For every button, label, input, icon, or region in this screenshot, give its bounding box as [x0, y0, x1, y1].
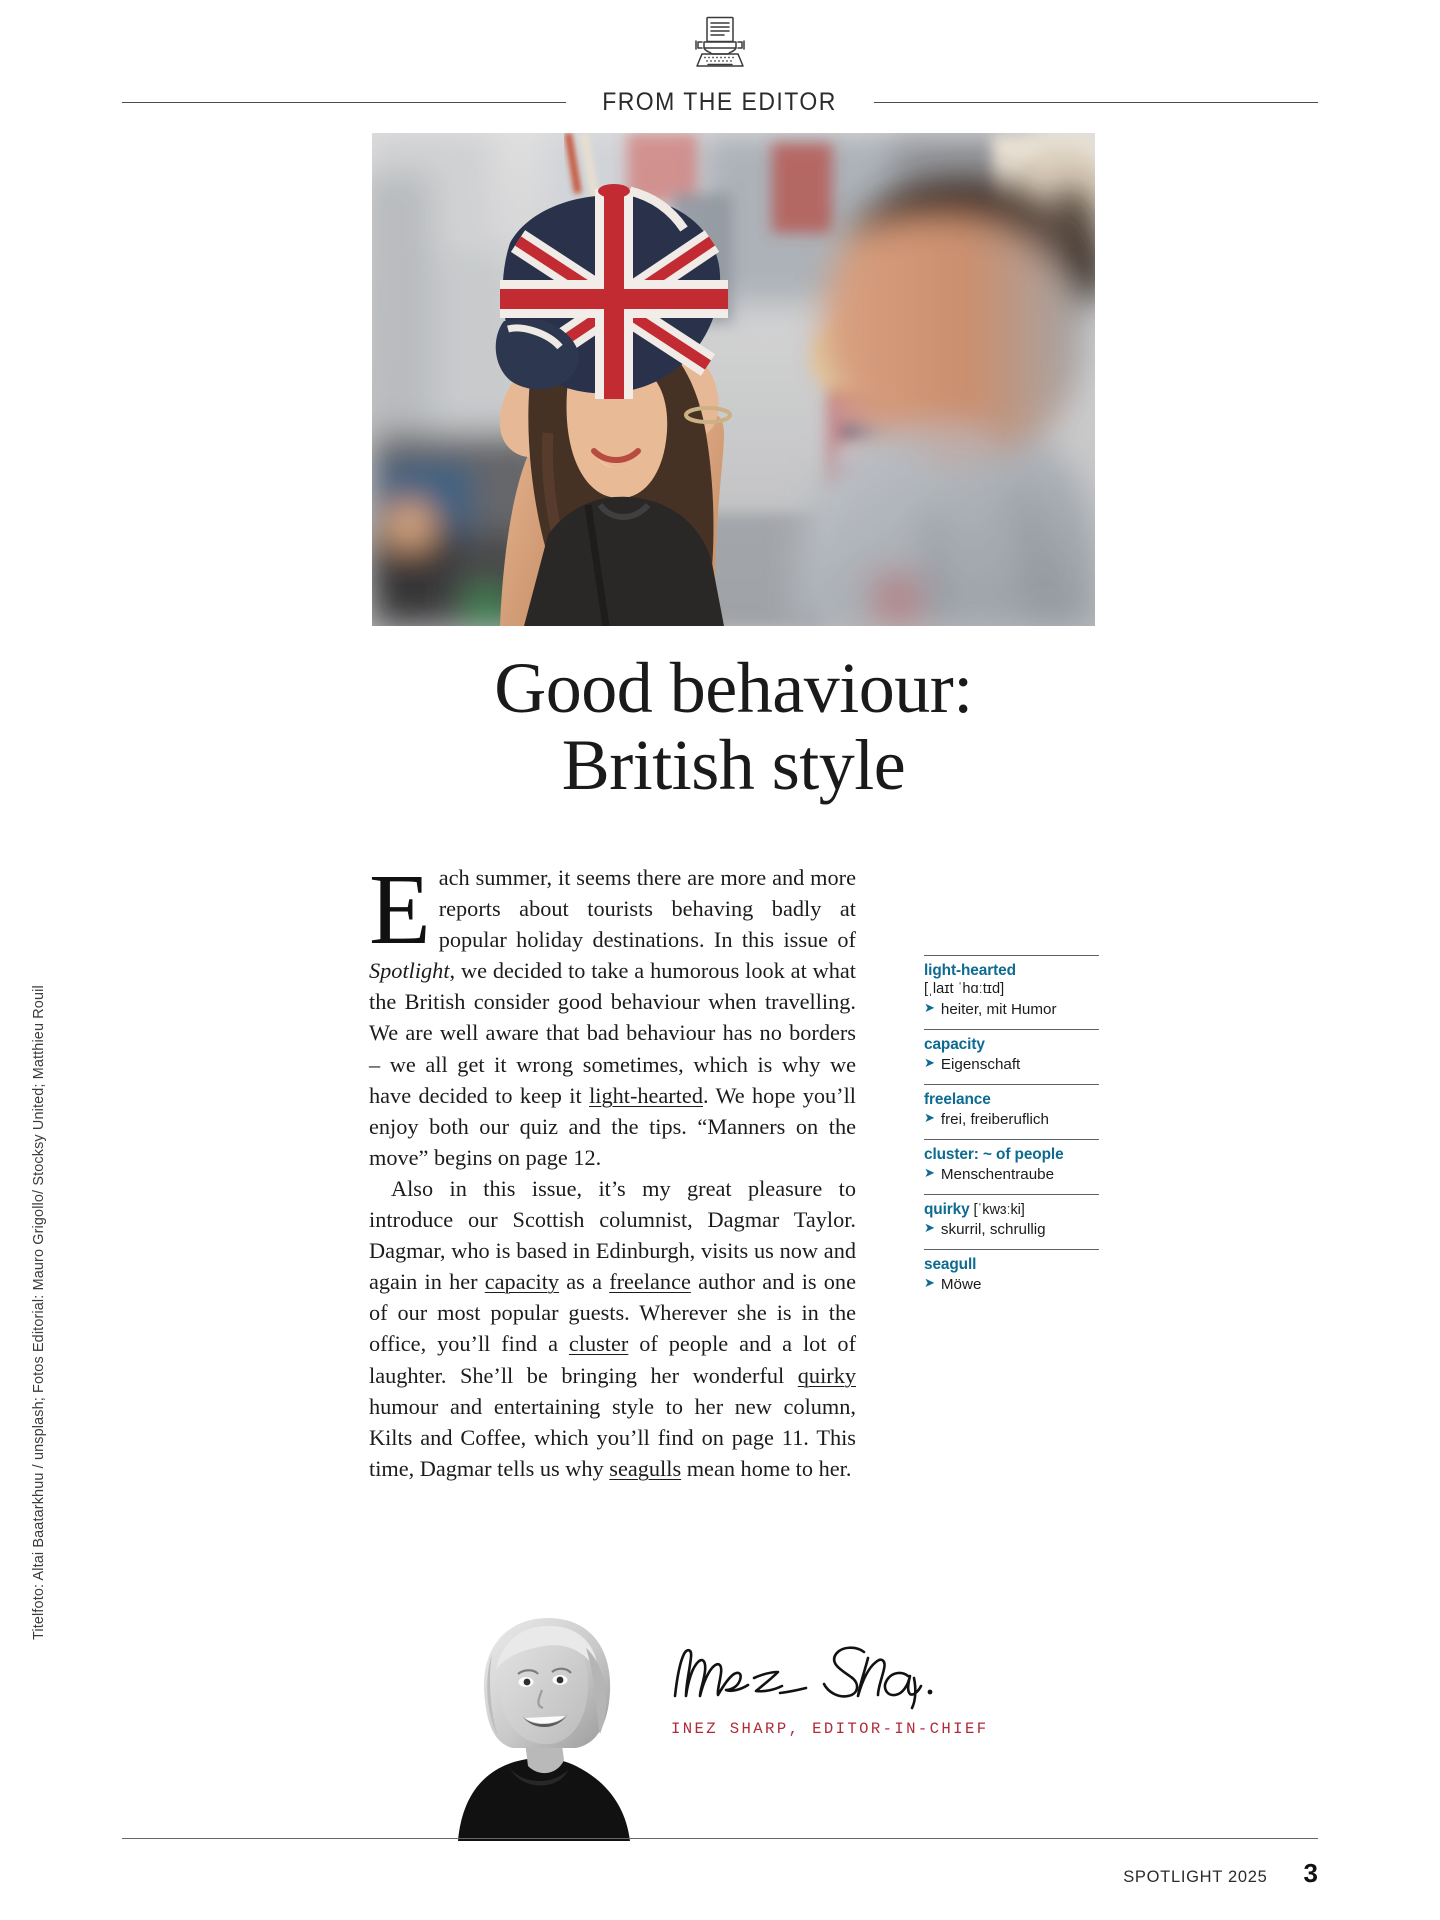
p2-text-c: author and is one of our most popular guests. Wherever she is in the office, you’ll find a	[369, 1269, 856, 1357]
glossary-term: seagull	[924, 1255, 977, 1273]
p2-text-a: Also in this issue, it’s my great pleasure to introduce our Scottish columnist, Dagmar Taylor. Dagmar, who is based in Edinburgh, visits us now and again in her	[369, 1175, 856, 1295]
p1-text-b: , we decided to take a humorous look at what the British consider good behaviour when travelling. We are well aware that bad behaviour has no borders – we all get it wrong sometimes, which is why we have decided to keep it	[369, 958, 856, 1108]
paragraph-1	[369, 853, 856, 1173]
vocab-link-capacity[interactable]: capacity	[484, 1269, 560, 1295]
footer-issue-label: SPOTLIGHT 2025	[1123, 1868, 1268, 1886]
glossary-definition-row	[924, 1000, 1099, 1020]
glossary-definition: heiter, mit Humor	[940, 1001, 1057, 1019]
glossary-entry	[924, 1029, 1099, 1084]
arrow-right-icon: ➤	[924, 1220, 935, 1236]
vocab-link-cluster[interactable]: cluster	[568, 1331, 629, 1357]
glossary-entry	[924, 1249, 1099, 1304]
glossary-term: capacity	[924, 1035, 985, 1053]
vocab-link-seagulls[interactable]: seagulls	[609, 1455, 682, 1481]
glossary-entry	[924, 1194, 1099, 1249]
article-headline	[372, 650, 1095, 804]
glossary-definition-row	[924, 1110, 1099, 1130]
glossary-entry	[924, 955, 1099, 1029]
glossary-term: cluster: ~ of people	[924, 1145, 1064, 1163]
glossary-definition: Menschentraube	[940, 1166, 1055, 1184]
p2-text-d: of people and a lot of laughter. She’ll be bringing her wonderful	[369, 1331, 857, 1388]
vocab-link-freelance[interactable]: freelance	[609, 1269, 691, 1295]
arrow-right-icon: ➤	[924, 1000, 935, 1016]
magazine-name: Spotlight	[369, 958, 450, 984]
p2-text-b: as a	[559, 1269, 610, 1295]
glossary-sidebar	[924, 955, 1099, 1304]
p1-text-a: ach summer, it seems there are more and more reports about tourists behaving badly at popular holiday destinations. In this issue of	[438, 865, 856, 953]
signature-caption: INEZ SHARP, EDITOR-IN-CHIEF	[671, 1720, 989, 1738]
footer-divider	[122, 1838, 1318, 1839]
p2-text-e: humour and entertaining style to her new column, Kilts and Coffee, which you’ll find on page 11. This time, Dagmar tells us why	[369, 1393, 856, 1481]
glossary-definition-row	[924, 1165, 1099, 1185]
glossary-definition: skurril, schrullig	[940, 1221, 1046, 1239]
divider-left	[122, 102, 566, 103]
glossary-definition: frei, freiberuflich	[940, 1111, 1049, 1129]
p2-text-f: mean home to her.	[681, 1455, 852, 1481]
arrow-right-icon: ➤	[924, 1110, 935, 1126]
editor-signature-block	[668, 1638, 1088, 1738]
glossary-entry	[924, 1084, 1099, 1139]
glossary-term: freelance	[924, 1090, 991, 1108]
hero-photo	[372, 133, 1095, 626]
glossary-definition: Möwe	[940, 1276, 982, 1294]
glossary-entry	[924, 1139, 1099, 1194]
arrow-right-icon: ➤	[924, 1165, 935, 1181]
headline-line-1: Good behaviour:	[494, 648, 973, 728]
paragraph-2	[369, 1173, 856, 1484]
p1-text-c: . We hope you’ll enjoy both our quiz and the tips. “Manners on the move” begins on page 12.	[369, 1082, 856, 1170]
typewriter-icon	[688, 16, 752, 68]
glossary-definition-row	[924, 1055, 1099, 1075]
page-title: FROM THE EDITOR	[602, 88, 838, 116]
page-footer	[1123, 1860, 1318, 1887]
glossary-ipa: [ˈkwɜːki]	[969, 1201, 1025, 1218]
arrow-right-icon: ➤	[924, 1055, 935, 1071]
vocab-link-light-hearted[interactable]: light-hearted	[589, 1082, 703, 1108]
glossary-definition-row	[924, 1220, 1099, 1240]
signature-icon	[668, 1638, 936, 1710]
drop-cap: E	[369, 853, 431, 965]
glossary-term: light-hearted	[924, 962, 1016, 979]
breadcrumb	[122, 88, 1318, 117]
article-body	[369, 853, 857, 1484]
page-masthead	[0, 0, 1440, 120]
vocab-link-quirky[interactable]: quirky	[797, 1362, 856, 1388]
divider-right	[874, 102, 1318, 103]
photo-credit: Titelfoto: Altai Baatarkhuu / unsplash; Fotos Editorial: Mauro Grigollo/ Stocksy United; Matthieu Rouil	[31, 985, 47, 1640]
editor-portrait	[448, 1608, 638, 1841]
glossary-term: quirky [ˈkwɜːki]	[924, 1200, 1025, 1218]
glossary-definition: Eigenschaft	[940, 1056, 1021, 1074]
page-number: 3	[1303, 1858, 1318, 1888]
headline-line-2: British style	[561, 725, 906, 806]
glossary-ipa: [ˌlaɪt ˈhɑːtɪd]	[924, 981, 1005, 998]
glossary-definition-row	[924, 1275, 1099, 1295]
arrow-right-icon: ➤	[924, 1275, 935, 1291]
